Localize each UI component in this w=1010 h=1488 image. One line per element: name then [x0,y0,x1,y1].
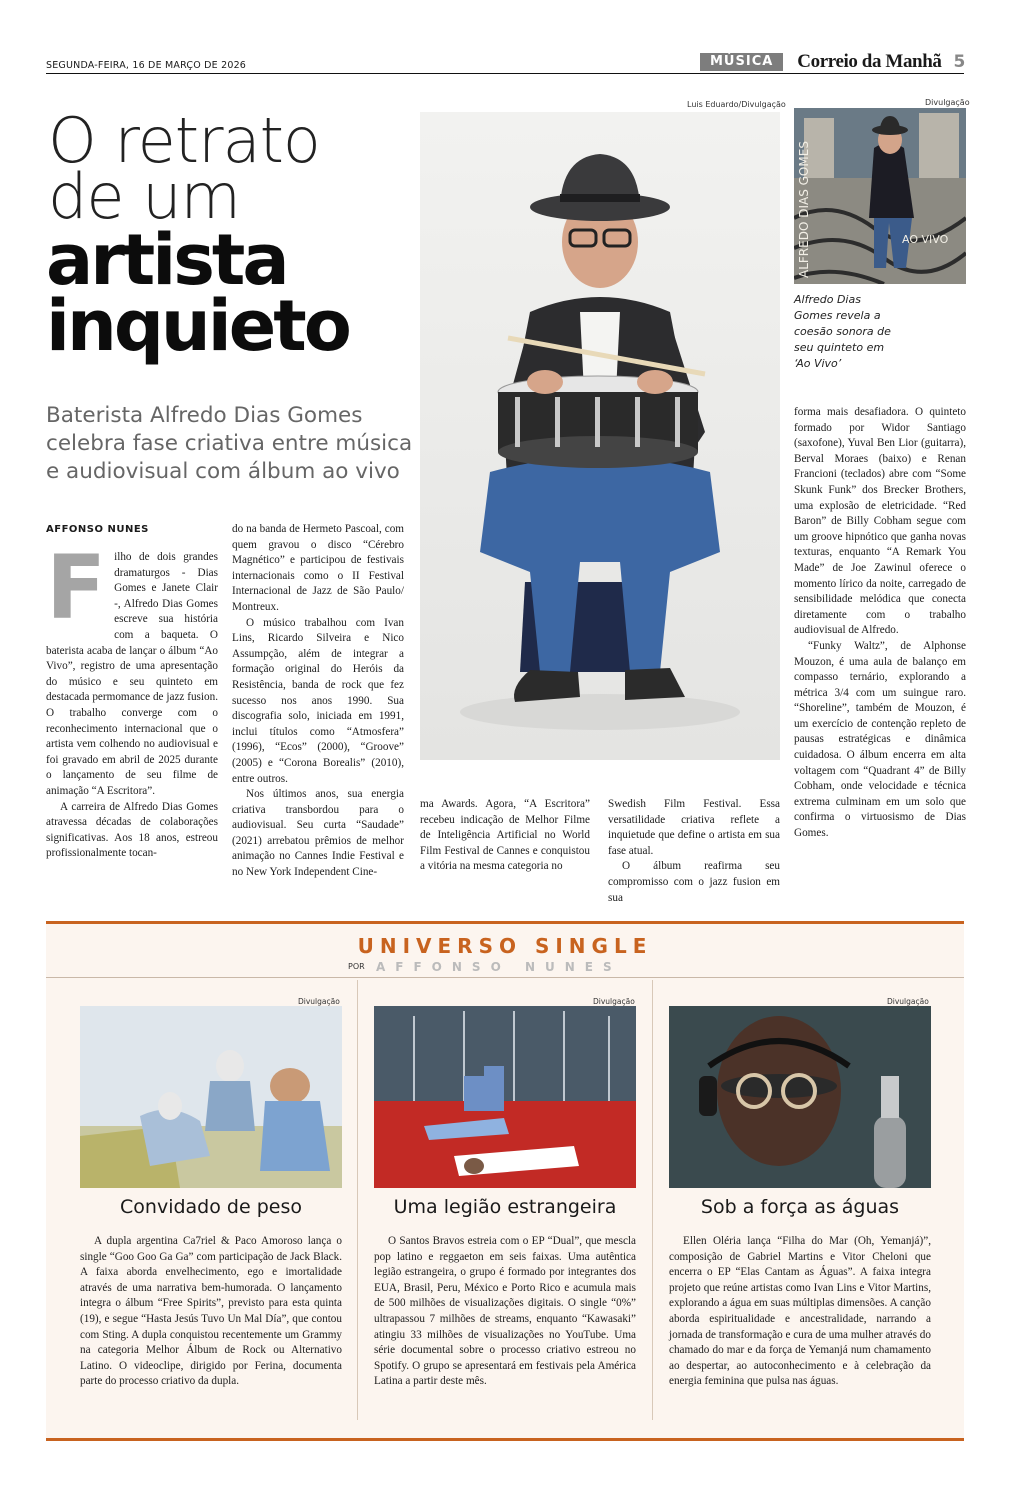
newspaper-name: Correio da Manhã [797,51,942,72]
article-paragraph: Swedish Film Festival. Essa versatilidade criativa reflete a inquietude que define o artista em sua fase atual. [608,798,780,857]
headline-line-1: O retrato [48,104,320,177]
article-paragraph: ma Awards. Agora, “A Escritora” recebeu indicação de Melhor Filme de Inteligência Artificial no World Film Festival de Cannes e conquistou a vitória na mesma categoria no [420,798,590,873]
item-title: Uma legião estrangeira [393,1196,617,1218]
page-number: 5 [953,52,966,72]
cover-caption: Alfredo Dias Gomes revela a coesão sonora de seu quinteto em ‘Ao Vivo’ [794,293,891,370]
item-title: Convidado de peso [120,1196,302,1218]
main-photo-credit: Luis Eduardo/Divulgação [687,100,786,109]
universo-single-box [46,921,964,1441]
article-column-2 [232,522,404,881]
item-text: O Santos Bravos estreia com o EP “Dual”, que mescla pop latino e reggaeton em seis faixas. Uma autêntica legião estrangeira, o grupo é formado por integrantes dos EUA, Brasil, Peru, México e Porto Rico e acumula mais de 500 milhões de visualizações digitais. O single “0%” ultrapassou 7 milhões de streams, enquanto “Kawasaki” atingiu 33 milhões de visualizações no YouTube. Uma série documental sobre o processo criativo estreou no Spotify. O grupo se apresentará em festivais pela América Latina a partir deste mês. [374,1235,636,1388]
item-credit: Divulgação [593,997,635,1006]
byline: AFFONSO NUNES [46,524,149,535]
headline-line-2: de um [48,160,240,233]
item-text: A dupla argentina Ca7riel & Paco Amoroso lança o single “Goo Goo Ga Ga” com participação de Jack Black. A faixa aborda envelhecimento, ego e imortalidade através de uma narrativa bem-humorada. O lançamento integra o álbum “Free Spirits”, previsto para esta quinta (19), e segue “Hasta Jesús Tuvo Un Mal Día”, que contou com Sting. A dupla conquistou recentemente um Grammy na categoria Melhor Álbum de Rock ou Alternativo Latino. O videoclipe, dirigido por Ferina, documenta parte do processo criativo da dupla. [80,1235,342,1388]
ellen-oleria-photo [669,1006,931,1188]
santos-bravos-photo [374,1006,636,1188]
article-column-1 [46,536,218,862]
article-paragraph: do na banda de Hermeto Pascoal, com quem gravou o disco “Cérebro Magnético” e participou de festivais internacionais como o II Festival Internacional de Jazz de São Paulo/ Montreux. [232,523,404,613]
box-title: UNIVERSO SINGLE [357,934,653,958]
drummer-photo [420,112,780,760]
article-column-4 [608,797,780,906]
box-by-label: POR [348,962,365,971]
article-paragraph: Nos últimos anos, sua energia criativa transbordou para o audiovisual. Seu curta “Saudade” (2021) arrebatou prêmios de melhor animação no Cannes Indie Festival e no New York Independent Cine- [232,788,404,879]
box-rule [46,977,964,978]
cover-artist-text: ALFREDO DIAS GOMES [797,141,811,278]
headline-line-3: artista [46,219,287,301]
drop-cap: F [46,536,107,639]
article-paragraph: A carreira de Alfredo Dias Gomes atravessa décadas de colaborações significativas. Aos 18 anos, estreou profissionalmente tocan- [46,800,218,860]
headline-line-4: inquieto [46,285,349,367]
item-credit: Divulgação [298,997,340,1006]
edition-date: SEGUNDA-FEIRA, 16 DE MARÇO DE 2026 [46,60,247,71]
cover-photo-credit: Divulgação [925,98,970,107]
masthead-group [700,52,965,72]
item-title: Sob a força as águas [700,1196,900,1218]
column-divider [357,980,358,1420]
article-paragraph: O músico trabalhou com Ivan Lins, Ricardo Silveira e Nico Assumpção, além de integrar a formação original do Heróis da Resistência, banda de rock que fez sucesso nos anos 1990. Sua discografia solo, iniciada em 1991, inclui títulos como “Atmosfera” (1996), “Ecos” (2000), “Groove” (2005) e “Corona Borealis” (2010), entre outros. [232,616,404,785]
lede: Baterista Alfredo Dias Gomes celebra fase criativa entre música e audiovisual com álbum ao vivo [46,403,413,484]
article-paragraph: “Funky Waltz”, de Alphonse Mouzon, é uma aula de balanço em compasso ternário, explorando a métrica 3/4 com um suingue raro. “Shoreline”, também de Mouzon, é um exercício de contenção repleto de pausas estratégicas e dinâmica cuidadosa. O álbum encerra em alta voltagem com “Quadrant 4” de Billy Cobham, onde velocidade e técnica extrema culminam em um solo que confirma o virtuosismo de Dias Gomes. [794,639,966,840]
section-label: MÚSICA [700,53,783,71]
column-divider [652,980,653,1420]
cover-title-text: AO VIVO [902,233,949,246]
item-text: Ellen Oléria lança “Filha do Mar (Oh, Yemanjá)”, composição de Gabriel Martins e Vitor Cheloni que encerra o EP “Elas Cantam as Águas”. A faixa integra projeto que reúne artistas como Ivan Lins e Vitor Martins, explorando a água em suas múltiplas dimensões. A canção aborda espiritualidade e ancestralidade, narrando a jornada de transformação e cura de uma mulher através do chamado do mar e da força de Yemanjá num chamamento ao despertar, ao autoconhecimento e à celebração da energia feminina que pulsa nas águas. [669,1235,931,1388]
item-credit: Divulgação [887,997,929,1006]
article-column-3 [420,797,590,875]
article-column-5 [794,405,966,842]
article-paragraph: ilho de dois grandes dramaturgos - Dias Gomes e Janete Clair -, Alfredo Dias Gomes escreve sua história com a baqueta. O baterista acaba de lançar o álbum “Ao Vivo”, registro de uma apresentação do músico e seu quinteto em destacada permomance de jazz fusion. O trabalho converge com o reconhecimento internacional que o artista vem colhendo no audiovisual e foi gravado em abril de 2025 durante o lançamento de seu filme de animação “A Escritora”. [46,551,218,797]
header-rule [46,73,964,74]
box-author: AFFONSO NUNES [376,960,622,974]
article-paragraph: O álbum reafirma seu compromisso com o jazz fusion em sua [608,860,780,904]
ca7riel-paco-photo [80,1006,342,1188]
album-cover-photo [794,108,966,284]
article-paragraph: forma mais desafiadora. O quinteto formado por Widor Santiago (saxofone), Yuval Ben Lior (guitarra), Berval Moraes (baixo) e Renan Francioni (teclados) abre com “Some Skunk Funk” dos Brecker Brothers, uma explosão de eletricidade. “Red Baron” de Billy Cobham segue com um groove hipnótico que ganha novas texturas, enquanto “A Remark You Made” de Joe Zawinul oferece o momento lírico da noite, carregado de sensibilidade melódica que conecta diretamente com o trabalho audiovisual de Alfredo. [794,406,966,637]
